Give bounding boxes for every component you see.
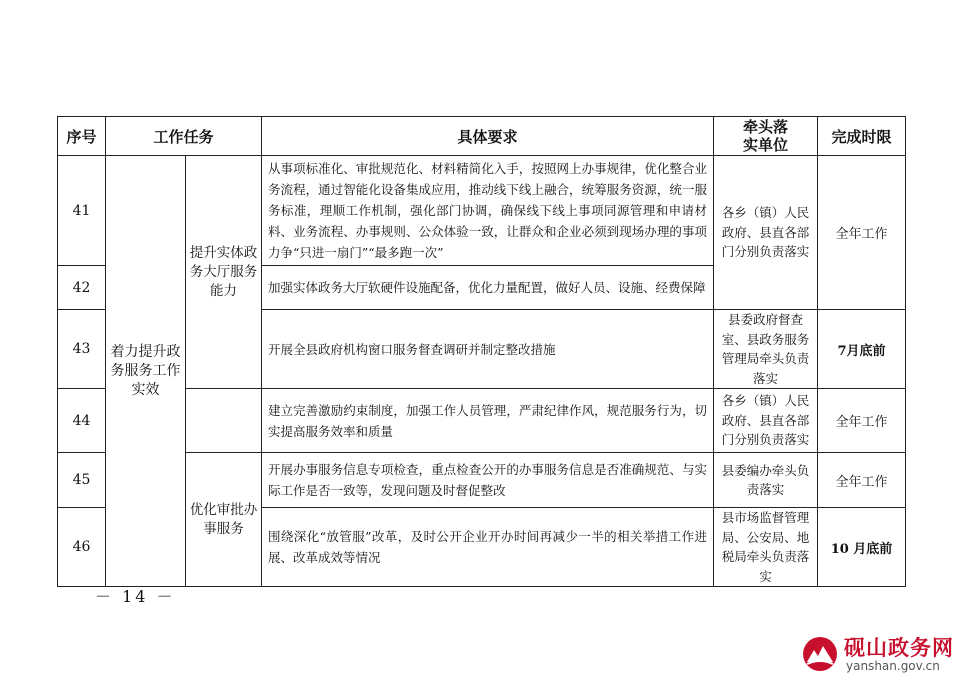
requirement-cell: 开展全县政府机构窗口服务督查调研并制定整改措施 xyxy=(262,310,714,389)
table-header-row xyxy=(58,117,906,156)
table-row xyxy=(58,453,906,508)
site-watermark xyxy=(802,630,962,678)
row-number: 43 xyxy=(58,310,106,389)
lead-unit-cell: 县委编办牵头负责落实 xyxy=(714,453,818,508)
mountain-logo-icon xyxy=(802,636,838,672)
lead-unit-cell: 各乡（镇）人民政府、县直各部门分别负责落实 xyxy=(714,156,818,310)
header-lead-unit: 牵头落 实单位 xyxy=(714,117,818,156)
header-requirement: 具体要求 xyxy=(262,117,714,156)
header-task: 工作任务 xyxy=(106,117,262,156)
deadline-cell: 全年工作 xyxy=(818,453,906,508)
lead-unit-cell: 县委政府督查室、县政务服务管理局牵头负责落实 xyxy=(714,310,818,389)
watermark-url: yanshan.gov.cn xyxy=(846,659,940,673)
requirement-cell: 加强实体政务大厅软硬件设施配备，优化力量配置，做好人员、设施、经费保障 xyxy=(262,266,714,310)
row-number: 46 xyxy=(58,508,106,587)
deadline-cell: 7月底前 xyxy=(818,310,906,389)
requirement-cell: 开展办事服务信息专项检查，重点检查公开的办事服务信息是否准确规范、与实际工作是否一致等，发现问题及时督促整改 xyxy=(262,453,714,508)
category-cell: 着力提升政务服务工作实效 xyxy=(106,156,186,587)
lead-unit-cell: 县市场监督管理局、公安局、地税局牵头负责落实 xyxy=(714,508,818,587)
deadline-cell: 全年工作 xyxy=(818,389,906,453)
watermark-title: 砚山政务网 xyxy=(844,636,954,660)
deadline-cell: 全年工作 xyxy=(818,156,906,310)
subtask-cell: 提升实体政务大厅服务能力 xyxy=(186,156,262,389)
subtask-cell: 优化审批办事服务 xyxy=(186,453,262,587)
header-serial: 序号 xyxy=(58,117,106,156)
table-row xyxy=(58,389,906,453)
page-number: － 14 － xyxy=(95,587,176,606)
subtask-cell-empty xyxy=(186,389,262,453)
requirement-cell: 建立完善激励约束制度，加强工作人员管理，严肃纪律作风，规范服务行为，切实提高服务效率和质量 xyxy=(262,389,714,453)
row-number: 44 xyxy=(58,389,106,453)
table-row xyxy=(58,156,906,266)
requirement-cell: 从事项标准化、审批规范化、材料精简化入手，按照网上办事规律，优化整合业务流程，通过智能化设备集成应用，推动线下线上融合，统筹服务资源，统一服务标准，理顺工作机制，强化部门协调，确保线下线上事项同源管理和申请材料、业务流程、办事规则、公众体验一致，让群众和企业必须到现场办理的事项力争“只进一扇门”“最多跑一次” xyxy=(262,156,714,266)
header-deadline: 完成时限 xyxy=(818,117,906,156)
task-table xyxy=(57,116,906,587)
requirement-cell: 围绕深化“放管服”改革，及时公开企业开办时间再减少一半的相关举措工作进展、改革成效等情况 xyxy=(262,508,714,587)
row-number: 45 xyxy=(58,453,106,508)
deadline-cell: 10 月底前 xyxy=(818,508,906,587)
row-number: 42 xyxy=(58,266,106,310)
row-number: 41 xyxy=(58,156,106,266)
lead-unit-cell: 各乡（镇）人民政府、县直各部门分别负责落实 xyxy=(714,389,818,453)
